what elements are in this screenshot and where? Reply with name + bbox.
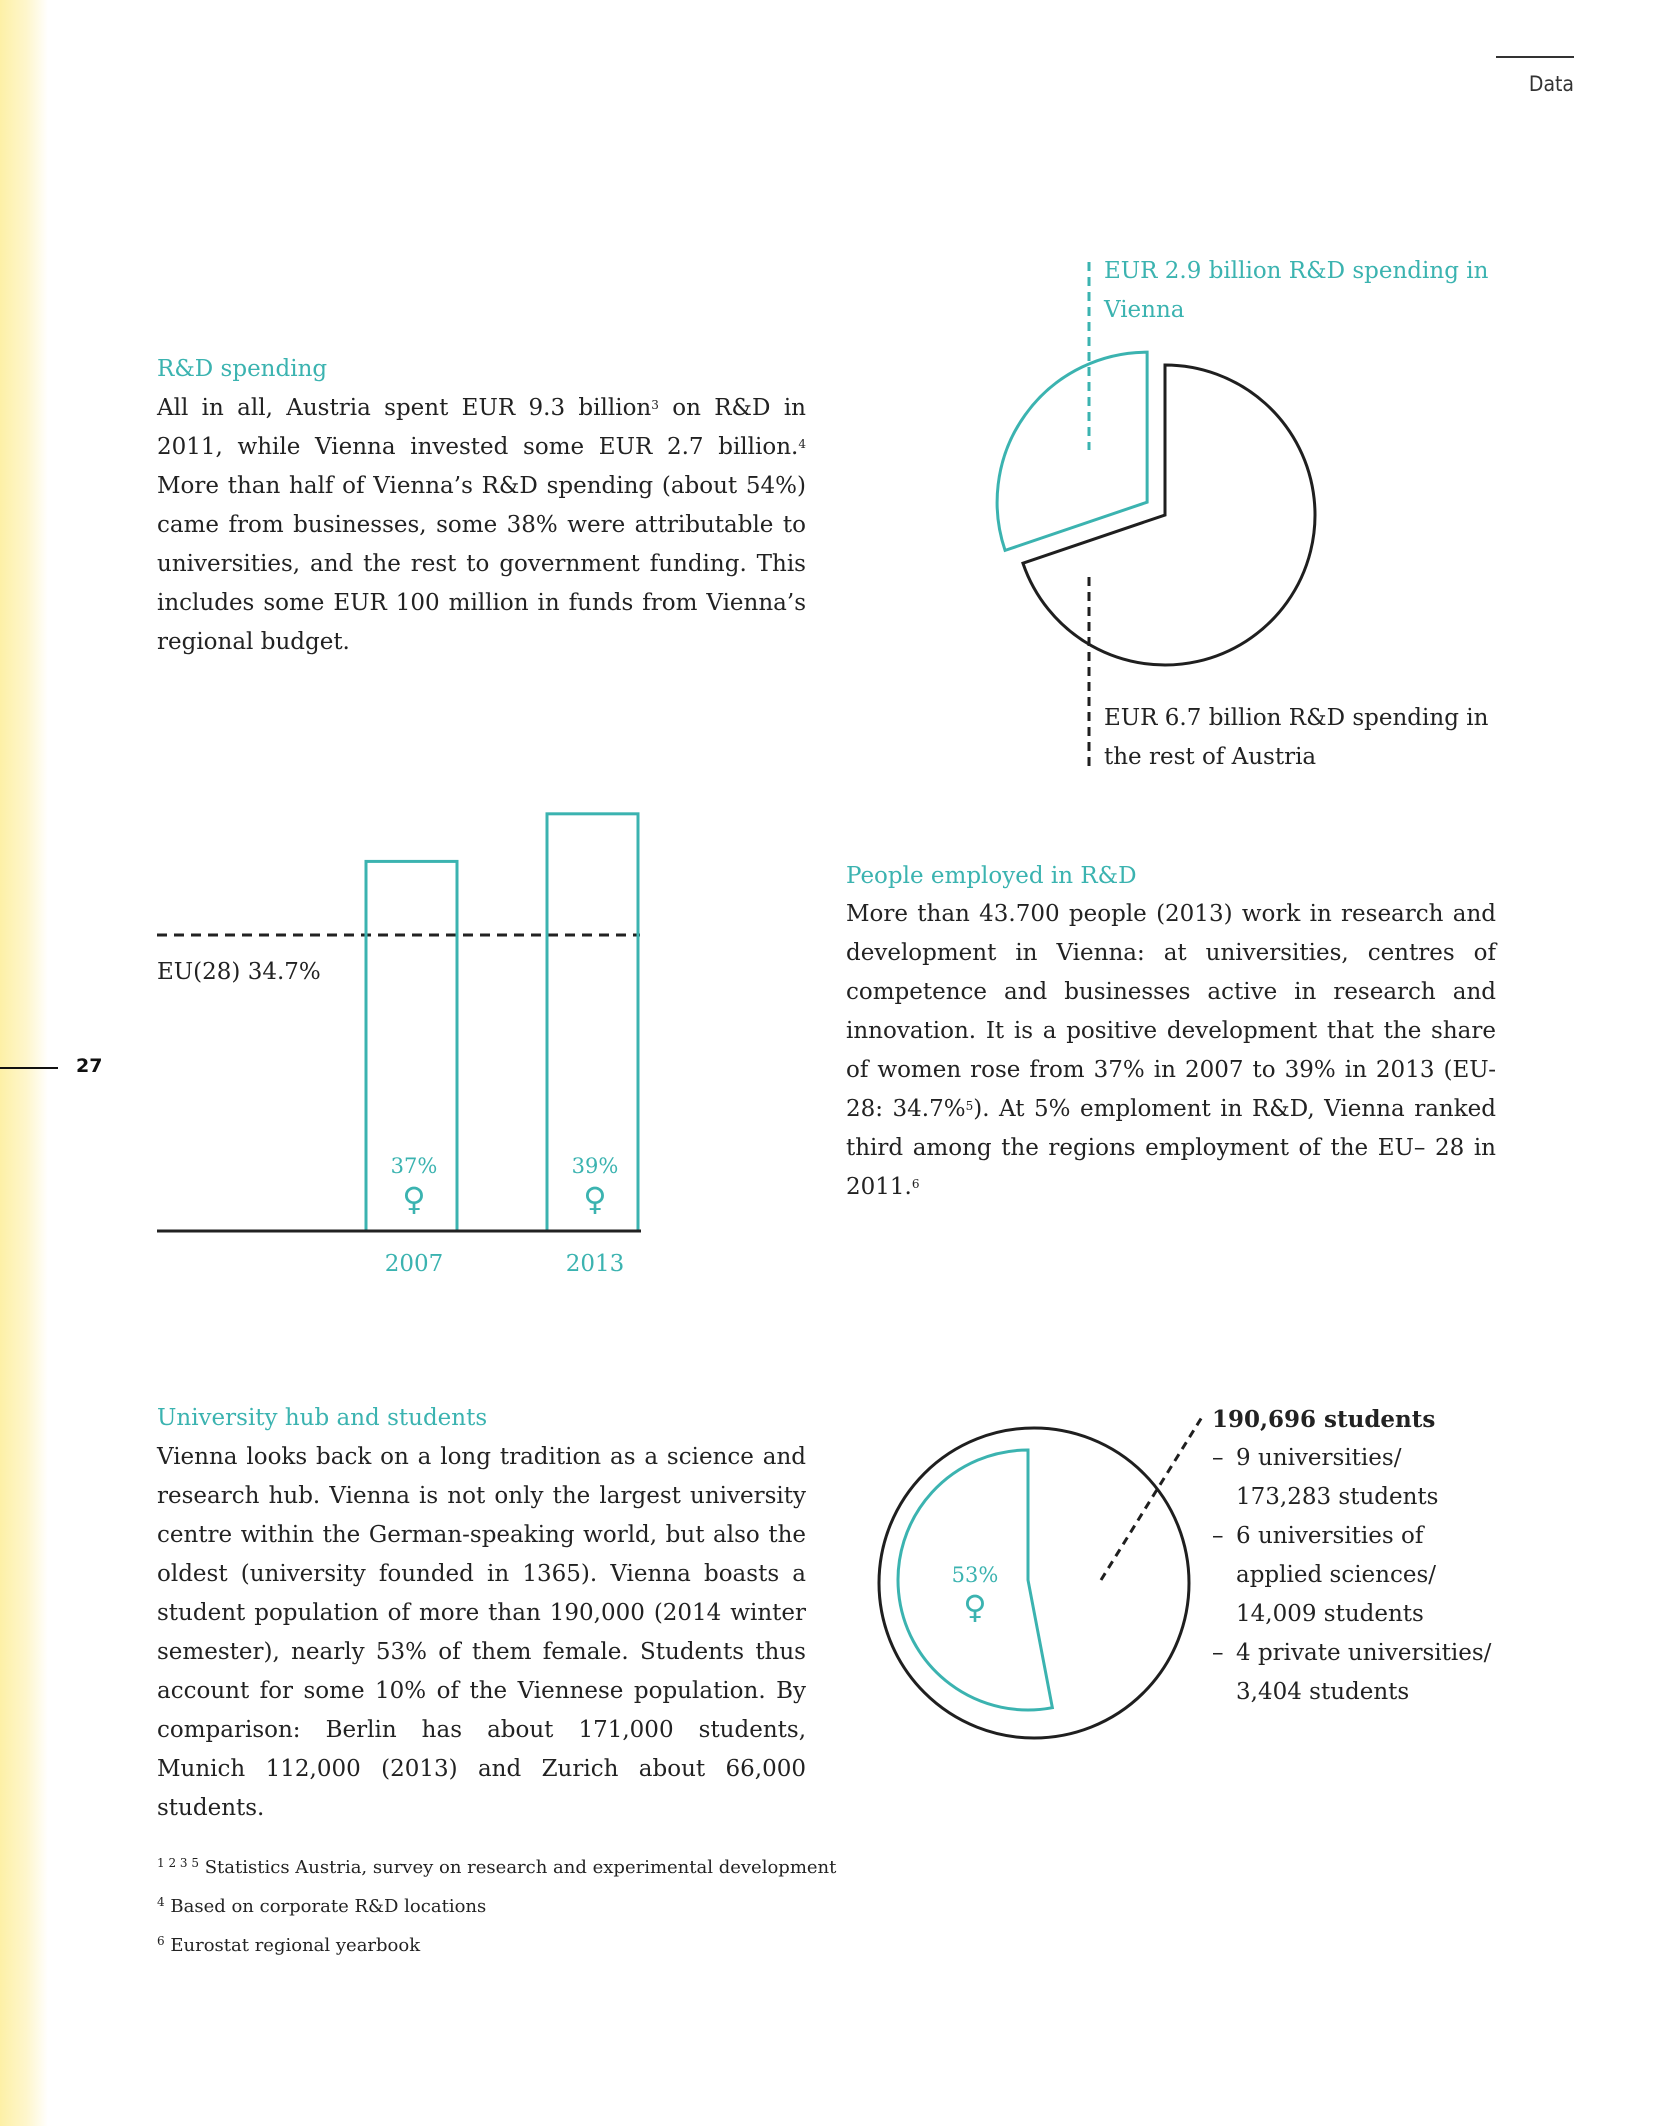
footnote-marks: 6 <box>157 1934 165 1948</box>
footnote-marks: 1 2 3 5 <box>157 1856 199 1870</box>
university-text: Vienna looks back on a long tradition as a science and research hub. Vienna is not only the largest university centre within the German-speaking world, but also the oldest (university founded in 1365). Vienna boasts a student population of more than 190,000 (2014 winter semester), nearly 53% of them female. Students thus account for some 10% of the Viennese population. By comparison: Berlin has about 171,000 students, Munich 112,000 (2013) and Zurich about 66,000 students. <box>157 1444 806 1821</box>
students-item-line: 6 universities of <box>1236 1523 1424 1549</box>
section-label: Data <box>1528 72 1574 96</box>
x-tick-label-2007: 2007 <box>384 1251 444 1277</box>
footnotes <box>157 1848 877 1965</box>
female-icon: ♀ <box>583 1180 607 1218</box>
footnote-marks: 4 <box>157 1895 165 1909</box>
female-icon: ♀ <box>402 1180 426 1218</box>
footnote <box>157 1926 877 1965</box>
employment-heading: People employed in R&D <box>846 863 1137 889</box>
dash: – <box>1212 1523 1224 1549</box>
austria-spending-label: EUR 6.7 billion R&D spending in the rest of Austria <box>1104 705 1489 770</box>
students-item-line: 3,404 students <box>1236 1679 1410 1705</box>
rd-spending-text: All in all, Austria spent EUR 9.3 billion$^3$ on R&D in 2011, while Vienna invested some EUR 2.7 billion.$^4$ More than half of Vienna’s R&D spending (about 54%) came from businesses, some 38% were attributable to universities, and the rest to government funding. This includes some EUR 100 million in funds from Vienna’s regional budget. <box>157 395 806 655</box>
students-item-cont <box>1212 1556 1512 1595</box>
vienna-spending-label: EUR 2.9 billion R&D spending in Vienna <box>1104 258 1489 323</box>
x-tick-label-2013: 2013 <box>565 1251 625 1277</box>
students-item-cont <box>1212 1595 1512 1634</box>
footnote-text: Statistics Austria, survey on research and experimental development <box>204 1857 837 1878</box>
footnote-text: Based on corporate R&D locations <box>170 1896 487 1917</box>
footnote <box>157 1887 877 1926</box>
students-item-line: 173,283 students <box>1236 1484 1439 1510</box>
rd-spending-heading: R&D spending <box>157 356 328 382</box>
page-number: 27 <box>76 1055 103 1077</box>
dash: – <box>1212 1640 1224 1666</box>
students-item-line: applied sciences/ <box>1236 1562 1437 1588</box>
footnote <box>157 1848 877 1887</box>
students-pie-outer-circle <box>879 1428 1189 1738</box>
students-item-line: 9 universities/ <box>1236 1445 1402 1471</box>
students-breakdown <box>1212 1400 1512 1712</box>
dash: – <box>1212 1445 1224 1471</box>
students-item-line: 14,009 students <box>1236 1601 1424 1627</box>
employment-text: More than 43.700 people (2013) work in research and development in Vienna: at universities, centres of competence and businesses active in research and innovation. It is a positive development that the share of women rose from 37% in 2007 to 39% in 2013 (EU-28: 34.7%$^5$). At 5% emploment in R&D, Vienna ranked third among the regions employment of the EU– 28 in 2011.$^6$ <box>846 901 1496 1200</box>
footnote-text: Eurostat regional yearbook <box>170 1935 421 1956</box>
students-item <box>1212 1439 1512 1478</box>
eu-reference-label: EU(28) 34.7% <box>157 959 321 985</box>
bar-value-label-2013: 39% <box>571 1154 619 1178</box>
bar-value-label-2007: 37% <box>390 1154 438 1178</box>
students-item <box>1212 1517 1512 1556</box>
female-icon: ♀ <box>963 1588 987 1626</box>
students-item-cont <box>1212 1673 1512 1712</box>
university-heading: University hub and students <box>157 1405 488 1431</box>
female-share-label: 53% <box>951 1563 999 1587</box>
students-item-cont <box>1212 1478 1512 1517</box>
students-item-line: 4 private universities/ <box>1236 1640 1492 1666</box>
students-total: 190,696 students <box>1212 1406 1436 1433</box>
students-item <box>1212 1634 1512 1673</box>
